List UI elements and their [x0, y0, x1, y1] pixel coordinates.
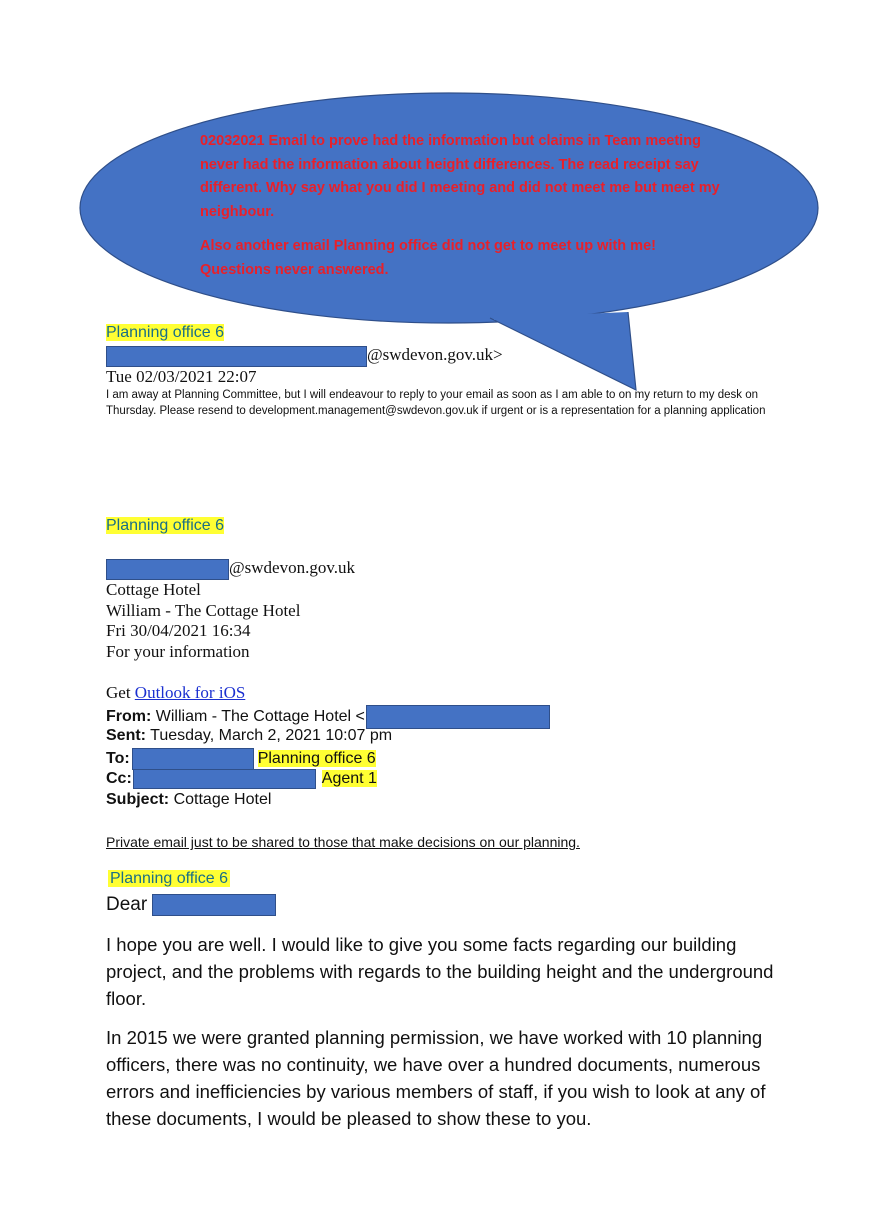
- letter-recipient: Planning office 6: [110, 870, 229, 887]
- email2-note: For your information: [106, 642, 250, 661]
- letter-paragraph-2: In 2015 we were granted planning permission, we have worked with 10 planning officers, there was no continuity, we have over a hundred documents, numerous errors and inefficiencies by various members of staff, if you wish to look at any of these documents, I would be pleased to show these to you.: [106, 1027, 766, 1129]
- callout-paragraph-2: Also another email Planning office did not get to meet up with me! Questions never answered.: [200, 238, 656, 278]
- fwd-to-row: To: Planning office 6: [106, 748, 376, 770]
- email2-from: William - The Cottage Hotel: [106, 601, 301, 620]
- fwd-sent-row: Sent: Tuesday, March 2, 2021 10:07 pm: [106, 727, 393, 744]
- fwd-subject-row: Subject: Cottage Hotel: [106, 791, 272, 808]
- redacted-block: [133, 769, 316, 789]
- email1-body: I am away at Planning Committee, but I will endeavour to reply to your email as soon as I am able to on my return to my desk on Thursday. Please resend to development.management@swdevon.gov.uk if urgent or is a representation for a planning application: [106, 389, 766, 417]
- fwd-from-row: From: William - The Cottage Hotel <: [106, 705, 550, 729]
- callout-paragraph-1: 02032021 Email to prove had the information but claims in Team meeting never had the information about height differences. The read receipt say different. Why say what you did I meeting and did not meet me but meet my neighbour.: [200, 133, 720, 220]
- redacted-block: [106, 346, 367, 367]
- letter-paragraph-1: I hope you are well. I would like to give you some facts regarding our building project, and the problems with regards to the building height and the underground floor.: [106, 934, 774, 1009]
- redacted-block: [152, 894, 276, 916]
- email1-address: @swdevon.gov.uk>: [106, 345, 503, 367]
- callout-text: [200, 130, 720, 293]
- email2-sender: Planning office 6: [106, 517, 225, 534]
- outlook-line: Get Outlook for iOS: [106, 683, 246, 702]
- fwd-cc-row: Cc: Agent 1: [106, 770, 377, 788]
- email2-subject: Cottage Hotel: [106, 580, 201, 599]
- email2-date: Fri 30/04/2021 16:34: [106, 621, 251, 640]
- redacted-block: [366, 705, 550, 729]
- outlook-link[interactable]: Outlook for iOS: [134, 683, 246, 702]
- email2-address: @swdevon.gov.uk: [106, 558, 355, 580]
- private-note: Private email just to be shared to those that make decisions on our planning.: [106, 834, 580, 850]
- redacted-block: [106, 559, 229, 580]
- letter-greeting: Dear: [106, 894, 276, 916]
- email1-date: Tue 02/03/2021 22:07: [106, 367, 257, 386]
- email1-sender: Planning office 6: [106, 324, 225, 341]
- redacted-block: [132, 748, 254, 770]
